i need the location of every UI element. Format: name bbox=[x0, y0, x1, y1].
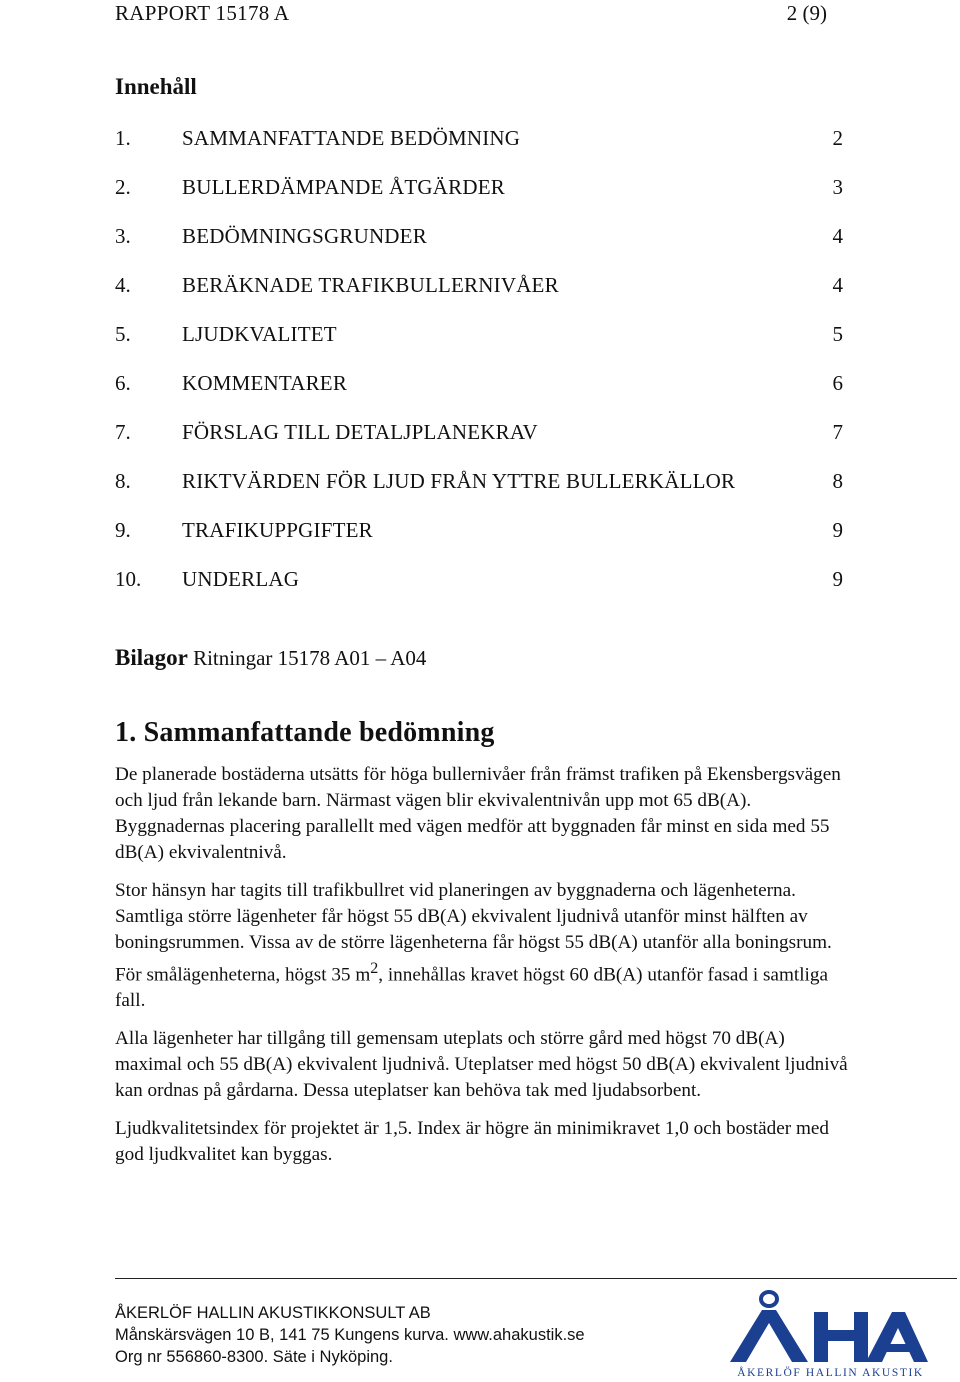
toc-item-label: BULLERDÄMPANDE ÅTGÄRDER bbox=[182, 175, 505, 199]
section-body bbox=[115, 762, 855, 1180]
paragraph-1: De planerade bostäderna utsätts för höga bullernivåer från främst trafiken på Ekensbergsvägen och ljud från lekande barn. Närmast vägen blir ekvivalentnivån upp mot 65 dB(A). Byggnadernas placering parallellt med vägen medför att byggnaden får minst en sida med 55 dB(A) ekvivalentnivå. bbox=[115, 764, 841, 863]
toc-item-page: 6 bbox=[832, 371, 843, 395]
toc-item-page: 3 bbox=[832, 175, 843, 199]
appendix-text: Ritningar 15178 A01 – A04 bbox=[193, 646, 427, 670]
toc-item-number: 7. bbox=[115, 420, 131, 444]
footer-org: Org nr 556860-8300. Säte i Nyköping. bbox=[115, 1348, 393, 1366]
toc-item[interactable] bbox=[115, 124, 843, 173]
paragraph-4: Ljudkvalitetsindex för projektet är 1,5. Index är högre än minimikravet 1,0 och bostäder med god ljudkvalitet kan byggas. bbox=[115, 1118, 829, 1166]
page-footer bbox=[115, 1302, 585, 1368]
toc-item-label: TRAFIKUPPGIFTER bbox=[182, 518, 373, 542]
toc-item-page: 2 bbox=[832, 126, 843, 150]
toc-item[interactable] bbox=[115, 369, 843, 418]
toc-item-page: 8 bbox=[832, 469, 843, 493]
footer-divider bbox=[115, 1278, 957, 1279]
toc-item-label: SAMMANFATTANDE BEDÖMNING bbox=[182, 126, 521, 150]
appendix-label: Bilagor bbox=[115, 645, 188, 670]
toc-item[interactable] bbox=[115, 320, 843, 369]
toc-item-label: LJUDKVALITET bbox=[182, 322, 337, 346]
toc-item[interactable] bbox=[115, 222, 843, 271]
toc-item-label: UNDERLAG bbox=[182, 567, 300, 591]
toc-item[interactable] bbox=[115, 173, 843, 222]
toc-item-number: 9. bbox=[115, 518, 131, 542]
toc-item[interactable] bbox=[115, 467, 843, 516]
footer-address: Månskärsvägen 10 B, 141 75 Kungens kurva. www.ahakustik.se bbox=[115, 1326, 585, 1344]
appendix-line bbox=[115, 645, 426, 671]
paragraph-3: Alla lägenheter har tillgång till gemensam uteplats och större gård med högst 70 dB(A) maximal och 55 dB(A) ekvivalent ljudnivå. Uteplatser med högst 50 dB(A) ekvivalent ljudnivå kan ordnas på gårdarna. Dessa uteplatser kan behöva tak med ljudabsorbent. bbox=[115, 1028, 848, 1102]
toc-item-number: 8. bbox=[115, 469, 131, 493]
toc-item[interactable] bbox=[115, 271, 843, 320]
toc-item-page: 7 bbox=[832, 420, 843, 444]
toc-item-page: 9 bbox=[832, 567, 843, 591]
toc-title: Innehåll bbox=[115, 74, 197, 99]
page-number: 2 (9) bbox=[786, 1, 827, 25]
paragraph-2-start: Stor hänsyn har tagits till trafikbullret vid planeringen av byggnaderna och lägenheterna. Samtliga större lägenheter får högst 55 dB(A) ekvivalent ljudnivå utanför minst hälften av boningsrummen. Vissa av de större lägenheterna får högst 55 dB(A) utanför alla boningsrum. För smålägenheterna, högst 35 m bbox=[115, 880, 832, 986]
toc-item[interactable] bbox=[115, 418, 843, 467]
footer-company: ÅKERLÖF HALLIN AKUSTIKKONSULT AB bbox=[115, 1304, 431, 1322]
toc-item-number: 10. bbox=[115, 567, 142, 591]
toc-item-label: BERÄKNADE TRAFIKBULLERNIVÅER bbox=[182, 273, 559, 297]
toc-item-page: 4 bbox=[832, 273, 843, 297]
toc-item-page: 4 bbox=[832, 224, 843, 248]
toc-item-number: 4. bbox=[115, 273, 131, 297]
toc-item-number: 3. bbox=[115, 224, 131, 248]
paragraph-2 bbox=[115, 878, 855, 1014]
section-heading: 1. Sammanfattande bedömning bbox=[115, 717, 495, 748]
logo-tagline: ÅKERLÖF HALLIN AKUSTIK bbox=[737, 1367, 924, 1379]
superscript-2: 2 bbox=[370, 960, 379, 977]
toc-item-number: 1. bbox=[115, 126, 131, 150]
report-reference: RAPPORT 15178 A bbox=[115, 1, 290, 25]
toc-item-label: KOMMENTARER bbox=[182, 371, 348, 395]
table-of-contents bbox=[115, 124, 843, 614]
toc-item-number: 2. bbox=[115, 175, 131, 199]
toc-item-number: 5. bbox=[115, 322, 131, 346]
paragraph-2-end: , innehållas kravet högst 60 dB(A) utanför fasad i samtliga fall. bbox=[115, 964, 828, 1012]
toc-item-label: FÖRSLAG TILL DETALJPLANEKRAV bbox=[182, 420, 538, 444]
toc-item-page: 9 bbox=[832, 518, 843, 542]
toc-item-number: 6. bbox=[115, 371, 131, 395]
toc-item[interactable] bbox=[115, 516, 843, 565]
toc-item-label: RIKTVÄRDEN FÖR LJUD FRÅN YTTRE BULLERKÄLLOR bbox=[182, 469, 736, 493]
page-header bbox=[115, 0, 827, 26]
toc-item-label: BEDÖMNINGSGRUNDER bbox=[182, 224, 427, 248]
toc-item[interactable] bbox=[115, 565, 843, 614]
toc-item-page: 5 bbox=[832, 322, 843, 346]
